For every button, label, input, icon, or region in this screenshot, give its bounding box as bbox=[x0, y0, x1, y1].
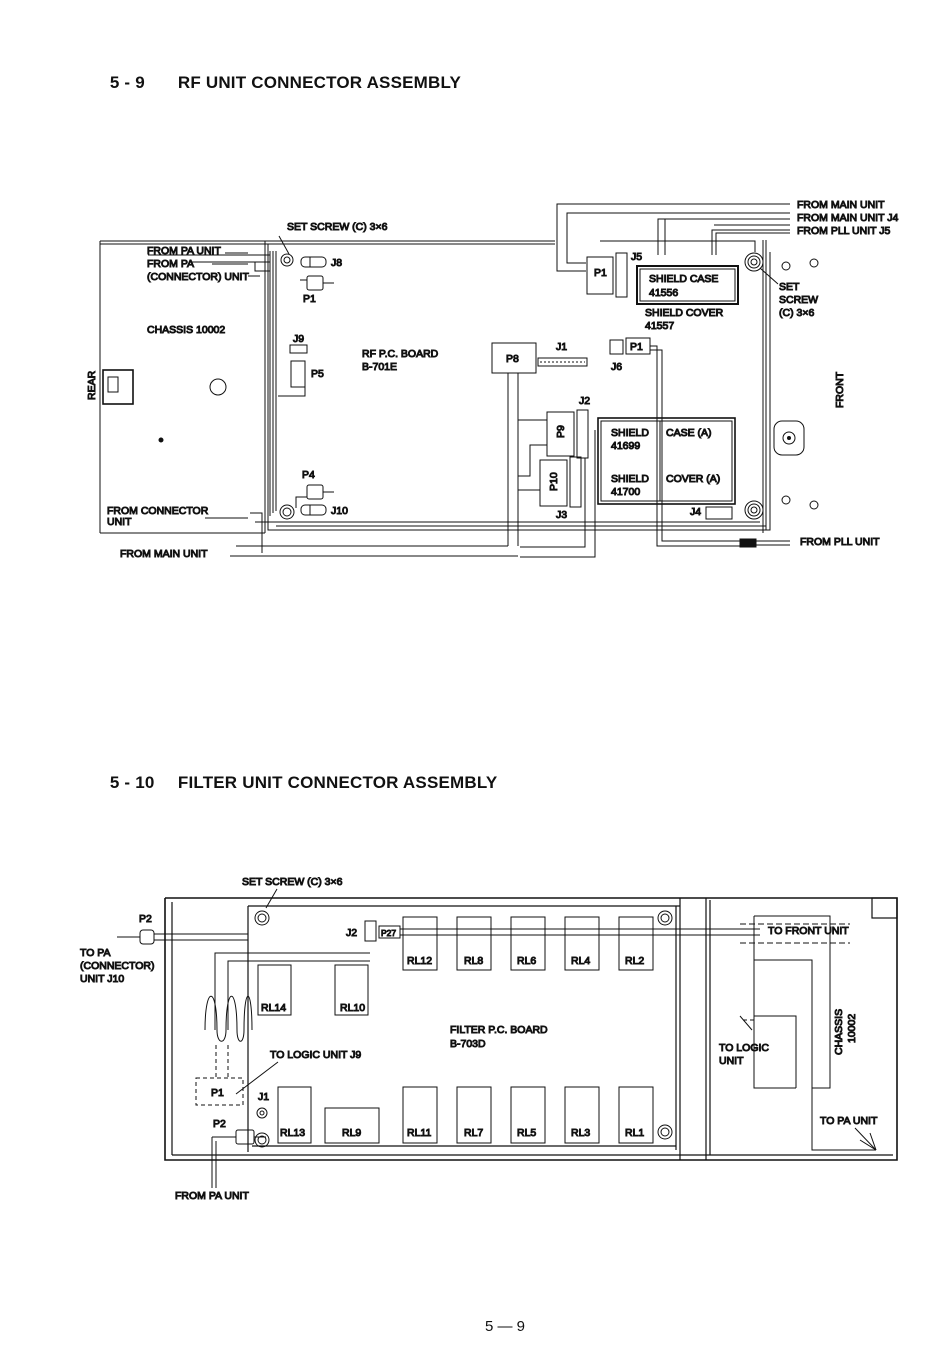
label-p5: P5 bbox=[311, 368, 324, 380]
label-p1-left: P1 bbox=[303, 293, 316, 305]
label-screw: SCREW bbox=[779, 294, 819, 306]
rf-screw-bottom-left bbox=[280, 505, 294, 519]
label-from-connector: FROM CONNECTOR bbox=[107, 505, 209, 517]
filter-p2-top-plug bbox=[117, 930, 248, 944]
relay-rl2: RL2 bbox=[625, 955, 645, 967]
label-to-pa-unit: TO PA UNIT bbox=[820, 1115, 878, 1127]
relay-rl3: RL3 bbox=[571, 1127, 591, 1139]
label-p1-top: P1 bbox=[594, 267, 607, 279]
rf-j8-p1-plug bbox=[300, 257, 334, 290]
label-p9: P9 bbox=[555, 425, 567, 438]
label-p27: P27 bbox=[381, 928, 397, 938]
section-number: 5 - 9 bbox=[109, 73, 145, 92]
label-to-pa-connector: (CONNECTOR) bbox=[80, 960, 155, 972]
label-p4: P4 bbox=[302, 469, 315, 481]
section-title: RF UNIT CONNECTOR ASSEMBLY bbox=[177, 73, 462, 92]
label-p2-top: P2 bbox=[139, 913, 152, 925]
label-shield-a-no: 41699 bbox=[611, 440, 641, 452]
label-to-logic: TO LOGIC bbox=[719, 1042, 769, 1054]
relay-rl11: RL11 bbox=[407, 1127, 432, 1139]
label-shield-cover: SHIELD COVER bbox=[645, 307, 724, 319]
label-front: FRONT bbox=[834, 371, 846, 408]
label-p10: P10 bbox=[548, 472, 560, 491]
relay-rl9: RL9 bbox=[342, 1127, 362, 1139]
label-set-screw: SET SCREW (C) 3×6 bbox=[287, 221, 388, 233]
label-j10: J10 bbox=[331, 505, 348, 517]
label-connector-unit: (CONNECTOR) UNIT bbox=[147, 271, 249, 283]
filter-screw-bottom-right bbox=[658, 1125, 672, 1139]
rf-p9-j2 bbox=[518, 410, 588, 476]
relay-rl8: RL8 bbox=[464, 955, 484, 967]
filter-j2-p27 bbox=[365, 921, 760, 941]
label-shield-case-no: 41556 bbox=[649, 287, 679, 299]
rf-pll-cable bbox=[740, 539, 790, 547]
rf-p8-cable bbox=[236, 373, 518, 556]
label-filter-chassis: CHASSIS bbox=[833, 1008, 845, 1055]
filter-j1-screw bbox=[257, 1108, 267, 1118]
rf-j9-p5 bbox=[278, 345, 307, 396]
filter-screw-top-left bbox=[255, 911, 269, 925]
rf-screw-bottom-right bbox=[745, 501, 763, 519]
label-shield-case: SHIELD CASE bbox=[649, 273, 719, 285]
label-shield-b-no: 41700 bbox=[611, 486, 641, 498]
label-j9: J9 bbox=[293, 333, 305, 345]
label-rear: REAR bbox=[86, 370, 98, 400]
label-j2: J2 bbox=[579, 395, 591, 407]
label-from-main-unit-bottom: FROM MAIN UNIT bbox=[120, 548, 208, 560]
rf-unit-diagram bbox=[86, 199, 898, 560]
label-j1: J1 bbox=[556, 341, 568, 353]
label-p1-right: P1 bbox=[630, 341, 643, 353]
filter-unit-diagram bbox=[80, 876, 897, 1202]
label-j6: J6 bbox=[611, 361, 623, 373]
label-shield-b: SHIELD bbox=[611, 473, 649, 485]
label-to-logic-unit-j9: TO LOGIC UNIT J9 bbox=[270, 1049, 362, 1061]
rf-screw-top-left bbox=[281, 254, 293, 266]
filter-screw-bottom-left bbox=[255, 1133, 269, 1147]
filter-logic-cable bbox=[196, 953, 370, 1105]
label-from-pa: FROM PA bbox=[147, 258, 195, 270]
label-filter-board: FILTER P.C. BOARD bbox=[450, 1024, 548, 1036]
label-from-pa-unit: FROM PA UNIT bbox=[147, 245, 221, 257]
label-j3: J3 bbox=[556, 509, 568, 521]
section-number: 5 - 10 bbox=[109, 773, 155, 792]
label-from-connector-unit: UNIT bbox=[107, 516, 132, 528]
label-rf-board-no: B-701E bbox=[362, 361, 398, 373]
label-j4: J4 bbox=[690, 506, 702, 518]
section-title: FILTER UNIT CONNECTOR ASSEMBLY bbox=[177, 773, 498, 792]
relay-rl10: RL10 bbox=[340, 1002, 366, 1014]
page-number: 5 — 9 bbox=[485, 1318, 526, 1335]
label-filter-chassis-no: 10002 bbox=[846, 1013, 858, 1043]
label-to-pa-unit-j10: UNIT J10 bbox=[80, 973, 125, 985]
label-to-front-unit: TO FRONT UNIT bbox=[768, 925, 849, 937]
label-j8: J8 bbox=[331, 257, 343, 269]
label-j5: J5 bbox=[631, 251, 643, 263]
filter-screw-top-right bbox=[658, 911, 672, 925]
label-to-pa: TO PA bbox=[80, 947, 111, 959]
label-p1: P1 bbox=[211, 1087, 224, 1099]
rf-top-cables bbox=[557, 204, 790, 271]
relay-rl13: RL13 bbox=[280, 1127, 306, 1139]
relay-rl1: RL1 bbox=[625, 1127, 645, 1139]
label-filter-set-screw: SET SCREW (C) 3×6 bbox=[242, 876, 343, 888]
label-from-pll-unit: FROM PLL UNIT bbox=[800, 536, 880, 548]
rf-right-drop-wires bbox=[520, 430, 595, 557]
rf-j1-connector bbox=[538, 358, 587, 366]
label-p2-bottom: P2 bbox=[213, 1118, 226, 1130]
label-to-logic-unit: UNIT bbox=[719, 1055, 744, 1067]
relay-rl6: RL6 bbox=[517, 955, 537, 967]
label-from-main-unit: FROM MAIN UNIT bbox=[797, 199, 885, 211]
label-j1: J1 bbox=[258, 1091, 270, 1103]
label-screw-size: (C) 3×6 bbox=[779, 307, 815, 319]
label-from-pll-unit-j5: FROM PLL UNIT J5 bbox=[797, 225, 891, 237]
label-from-main-unit-j4: FROM MAIN UNIT J4 bbox=[797, 212, 899, 224]
label-from-pa-unit: FROM PA UNIT bbox=[175, 1190, 249, 1202]
label-shield-cover-no: 41557 bbox=[645, 320, 675, 332]
relay-rl4: RL4 bbox=[571, 955, 591, 967]
relay-rl12: RL12 bbox=[407, 955, 433, 967]
relay-rl7: RL7 bbox=[464, 1127, 484, 1139]
label-rf-board: RF P.C. BOARD bbox=[362, 348, 439, 360]
label-j2: J2 bbox=[346, 927, 358, 939]
relay-rl5: RL5 bbox=[517, 1127, 537, 1139]
label-cover-a: COVER (A) bbox=[666, 473, 721, 485]
label-case-a: CASE (A) bbox=[666, 427, 712, 439]
label-set: SET bbox=[779, 281, 800, 293]
label-shield-a: SHIELD bbox=[611, 427, 649, 439]
label-chassis: CHASSIS 10002 bbox=[147, 324, 226, 336]
rf-p4-j10 bbox=[296, 485, 334, 515]
rf-j4-connector bbox=[706, 507, 732, 519]
label-p8: P8 bbox=[506, 353, 519, 365]
label-filter-board-no: B-703D bbox=[450, 1038, 486, 1050]
relay-rl14: RL14 bbox=[261, 1002, 287, 1014]
rf-j5-connector bbox=[616, 253, 627, 297]
